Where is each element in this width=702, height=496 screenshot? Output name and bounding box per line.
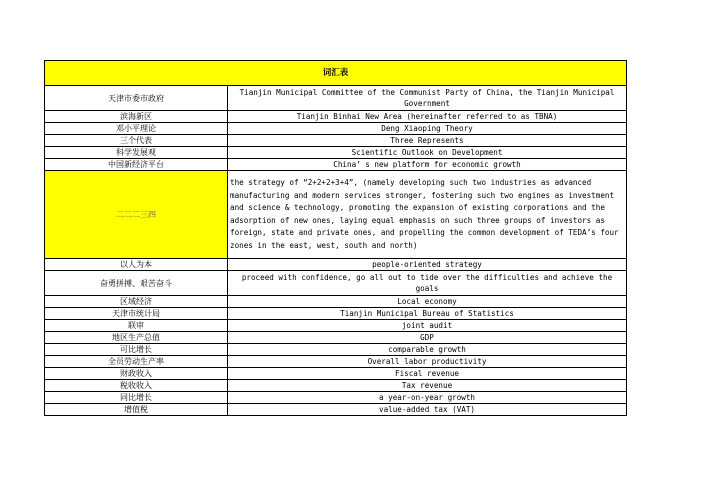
term-english[interactable]: Tax revenue bbox=[228, 380, 627, 392]
term-english[interactable]: Tianjin Municipal Bureau of Statistics bbox=[228, 308, 627, 320]
table-row bbox=[45, 259, 627, 271]
term-english[interactable]: Deng Xiaoping Theory bbox=[228, 123, 627, 135]
term-english[interactable]: joint audit bbox=[228, 320, 627, 332]
term-english[interactable]: Scientific Outlook on Development bbox=[228, 147, 627, 159]
table-row bbox=[45, 135, 627, 147]
term-chinese[interactable]: 税收收入 bbox=[45, 380, 228, 392]
term-chinese[interactable]: 科学发展观 bbox=[45, 147, 228, 159]
term-english[interactable]: value-added tax (VAT) bbox=[228, 404, 627, 416]
term-english[interactable]: Overall labor productivity bbox=[228, 356, 627, 368]
term-english[interactable]: the strategy of “2+2+2+3+4”, (namely developing such two industries as advanced manufacturing and modern services stronger, fostering such two engines as investment and science & technology, promoting the expansion of existing corporations and the adsorption of new ones, laying equal emphasis on such three groups of investors as foreign, state and private ones, and propelling the common development of TEDA’s four zones in the east, west, south and north) bbox=[228, 171, 627, 259]
table-row bbox=[45, 123, 627, 135]
term-chinese[interactable]: 区域经济 bbox=[45, 296, 228, 308]
term-chinese[interactable]: 同比增长 bbox=[45, 392, 228, 404]
table-row bbox=[45, 332, 627, 344]
term-english[interactable]: comparable growth bbox=[228, 344, 627, 356]
table-row bbox=[45, 356, 627, 368]
term-chinese[interactable]: 以人为本 bbox=[45, 259, 228, 271]
term-chinese[interactable]: 滨海新区 bbox=[45, 111, 228, 123]
term-chinese[interactable]: 财政收入 bbox=[45, 368, 228, 380]
term-english[interactable]: people-oriented strategy bbox=[228, 259, 627, 271]
term-english[interactable]: Tianjin Municipal Committee of the Communist Party of China, the Tianjin Municipal Government bbox=[228, 86, 627, 111]
table-row bbox=[45, 147, 627, 159]
term-english[interactable]: proceed with confidence, go all out to tide over the difficulties and achieve the goals bbox=[228, 271, 627, 296]
term-english[interactable]: a year-on-year growth bbox=[228, 392, 627, 404]
glossary-table bbox=[44, 60, 627, 416]
table-row bbox=[45, 344, 627, 356]
table-row bbox=[45, 271, 627, 296]
glossary-title[interactable]: 词汇表 bbox=[45, 61, 627, 86]
table-row bbox=[45, 171, 627, 259]
table-row bbox=[45, 111, 627, 123]
table-row bbox=[45, 296, 627, 308]
term-english[interactable]: Fiscal revenue bbox=[228, 368, 627, 380]
term-english[interactable]: GDP bbox=[228, 332, 627, 344]
table-row bbox=[45, 86, 627, 111]
table-row bbox=[45, 308, 627, 320]
term-chinese[interactable]: 天津市统计局 bbox=[45, 308, 228, 320]
term-english[interactable]: Local economy bbox=[228, 296, 627, 308]
term-chinese[interactable]: 天津市委市政府 bbox=[45, 86, 228, 111]
term-chinese[interactable]: 邓小平理论 bbox=[45, 123, 228, 135]
term-chinese[interactable]: 中国新经济平台 bbox=[45, 159, 228, 171]
term-chinese[interactable]: 地区生产总值 bbox=[45, 332, 228, 344]
term-chinese[interactable]: 联审 bbox=[45, 320, 228, 332]
table-row bbox=[45, 159, 627, 171]
term-chinese[interactable]: 奋勇拼搏、艰苦奋斗 bbox=[45, 271, 228, 296]
term-chinese[interactable]: 三个代表 bbox=[45, 135, 228, 147]
table-row bbox=[45, 380, 627, 392]
term-chinese[interactable]: 全员劳动生产率 bbox=[45, 356, 228, 368]
term-english[interactable]: China’ s new platform for economic growth bbox=[228, 159, 627, 171]
table-row bbox=[45, 320, 627, 332]
table-row bbox=[45, 368, 627, 380]
term-chinese[interactable]: 增值税 bbox=[45, 404, 228, 416]
table-row bbox=[45, 392, 627, 404]
term-english[interactable]: Tianjin Binhai New Area (hereinafter referred to as TBNA) bbox=[228, 111, 627, 123]
term-chinese-highlighted[interactable]: 二二二三四 bbox=[45, 171, 228, 259]
table-row bbox=[45, 404, 627, 416]
title-row bbox=[45, 61, 627, 86]
term-chinese[interactable]: 可比增长 bbox=[45, 344, 228, 356]
term-english[interactable]: Three Represents bbox=[228, 135, 627, 147]
